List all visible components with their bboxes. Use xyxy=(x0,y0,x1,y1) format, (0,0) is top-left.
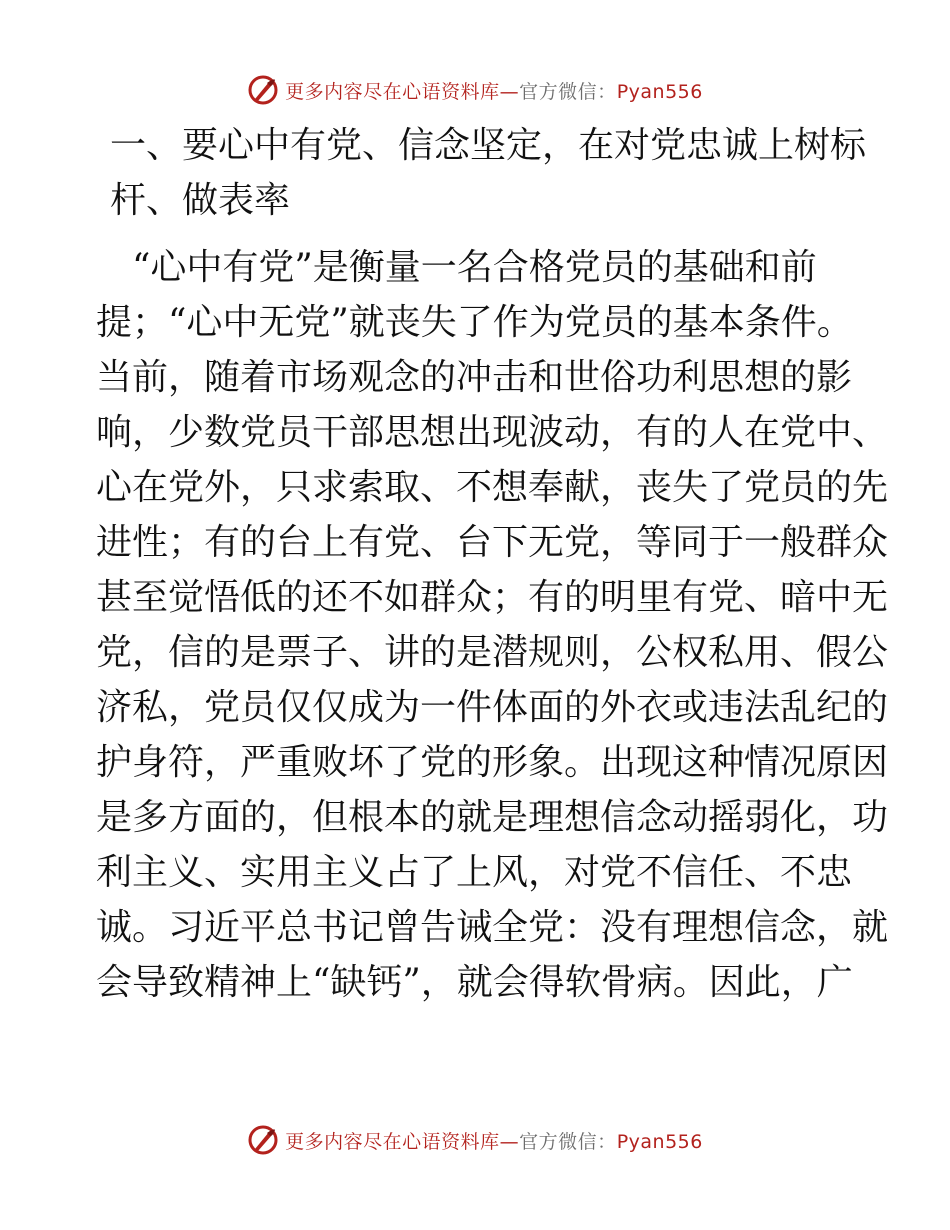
paragraph-line: 济私，党员仅仅成为一件体面的外衣或违法乱纪的 xyxy=(96,687,889,728)
heading-line: 一、要心中有党、信念坚定，在对党忠诚上树标 xyxy=(110,125,867,166)
paragraph-line: 当前，随着市场观念的冲击和世俗功利思想的影 xyxy=(96,357,853,398)
banner-wechat-label: 官方微信： xyxy=(519,80,617,103)
document-body xyxy=(96,118,889,1010)
banner-wechat-id: Pyan556 xyxy=(616,1130,703,1153)
banner-slogan: 更多内容尽在心语资料库— xyxy=(285,1130,520,1153)
banner-text xyxy=(285,77,703,104)
paragraph-line: 利主义、实用主义占了上风，对党不信任、不忠 xyxy=(96,852,853,893)
footer-banner xyxy=(0,1120,950,1160)
paragraph-line: “心中有党”是衡量一名合格党员的基础和前 xyxy=(96,247,817,288)
banner-wechat-label: 官方微信： xyxy=(519,1130,617,1153)
paragraph xyxy=(96,240,889,1010)
paragraph-line: 提；“心中无党”就丧失了作为党员的基本条件。 xyxy=(96,302,853,343)
paragraph-line: 党，信的是票子、讲的是潜规则，公权私用、假公 xyxy=(96,632,889,673)
banner-slogan: 更多内容尽在心语资料库— xyxy=(285,80,520,103)
banner-wechat-id: Pyan556 xyxy=(616,80,703,103)
paragraph-line: 护身符，严重败坏了党的形象。出现这种情况原因 xyxy=(96,742,889,783)
section-heading xyxy=(96,118,867,228)
paragraph-line: 响，少数党员干部思想出现波动，有的人在党中、 xyxy=(96,412,889,453)
heading-line: 杆、做表率 xyxy=(110,180,291,221)
header-banner xyxy=(0,70,950,110)
paragraph-line: 进性；有的台上有党、台下无党，等同于一般群众 xyxy=(96,522,889,563)
quill-logo-icon xyxy=(247,1124,279,1156)
paragraph-line: 甚至觉悟低的还不如群众；有的明里有党、暗中无 xyxy=(96,577,889,618)
paragraph-line: 是多方面的，但根本的就是理想信念动摇弱化，功 xyxy=(96,797,889,838)
paragraph-line: 心在党外，只求索取、不想奉献，丧失了党员的先 xyxy=(96,467,889,508)
quill-logo-icon xyxy=(247,74,279,106)
paragraph-line: 诚。习近平总书记曾告诫全党：没有理想信念，就 xyxy=(96,907,889,948)
paragraph-line: 会导致精神上“缺钙”，就会得软骨病。因此，广 xyxy=(96,962,853,1003)
banner-text xyxy=(285,1127,703,1154)
